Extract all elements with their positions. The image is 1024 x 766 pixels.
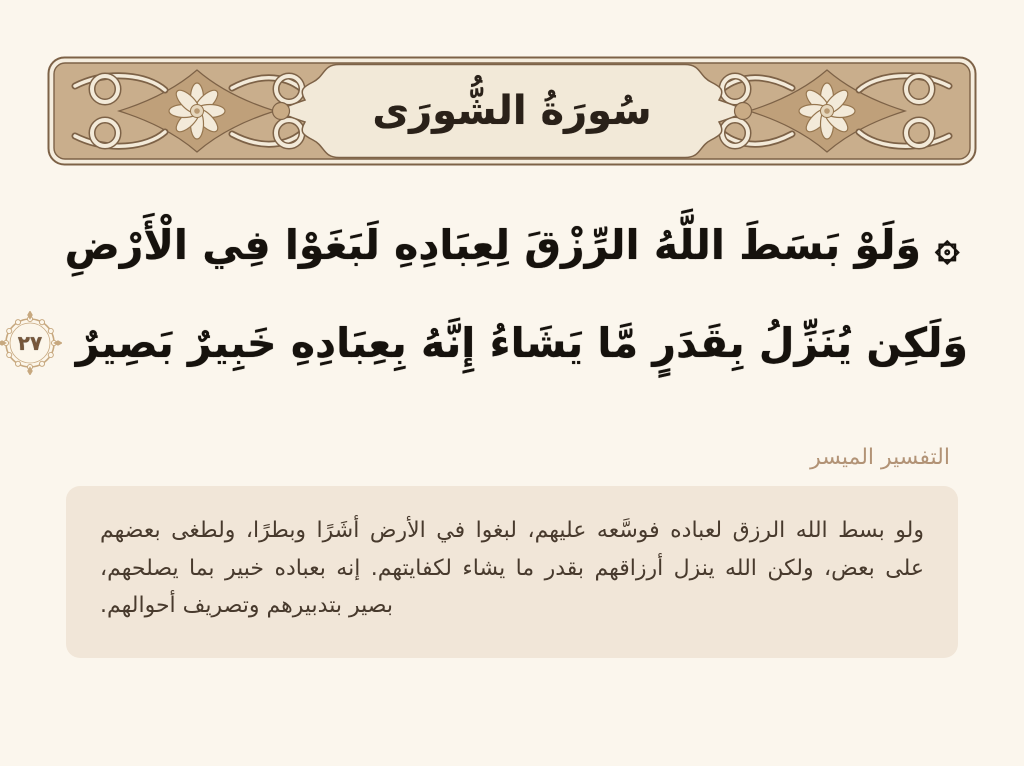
verse-line-1: ۞ وَلَوْ بَسَطَ اللَّهُ الرِّزْقَ لِعِبَادِهِ لَبَغَوْا فِي الْأَرْضِ: [64, 221, 960, 269]
ayah-number: ٢٧: [17, 331, 42, 356]
ayah-number-medallion: [0, 311, 62, 375]
surah-title: سُورَةُ الشُّورَى: [372, 88, 652, 134]
surah-banner: [47, 56, 977, 166]
tafsir-text: ولو بسط الله الرزق لعباده فوسَّعه عليهم، لبغوا في الأرض أشَرًا وبطرًا، ولطغى بعضهم على بعض، ولكن الله ينزل أرزاقهم بقدر ما يشاء لكفايتهم. إنه بعباده خبير بما يصلحهم، بصير بتدبيرهم وتصريف أحوالهم.: [100, 517, 924, 619]
verse-line-2: [17, 294, 968, 392]
quran-verse-card: [0, 56, 1024, 766]
tafsir-box: [66, 486, 958, 658]
verse-text: [0, 196, 1024, 393]
verse-line-2-text: وَلَكِن يُنَزِّلُ بِقَدَرٍ مَّا يَشَاءُ إِنَّهُ بِعِبَادِهِ خَبِيرٌ بَصِيرٌ: [75, 319, 968, 368]
tafsir-source-label: التفسير الميسر: [810, 444, 950, 470]
